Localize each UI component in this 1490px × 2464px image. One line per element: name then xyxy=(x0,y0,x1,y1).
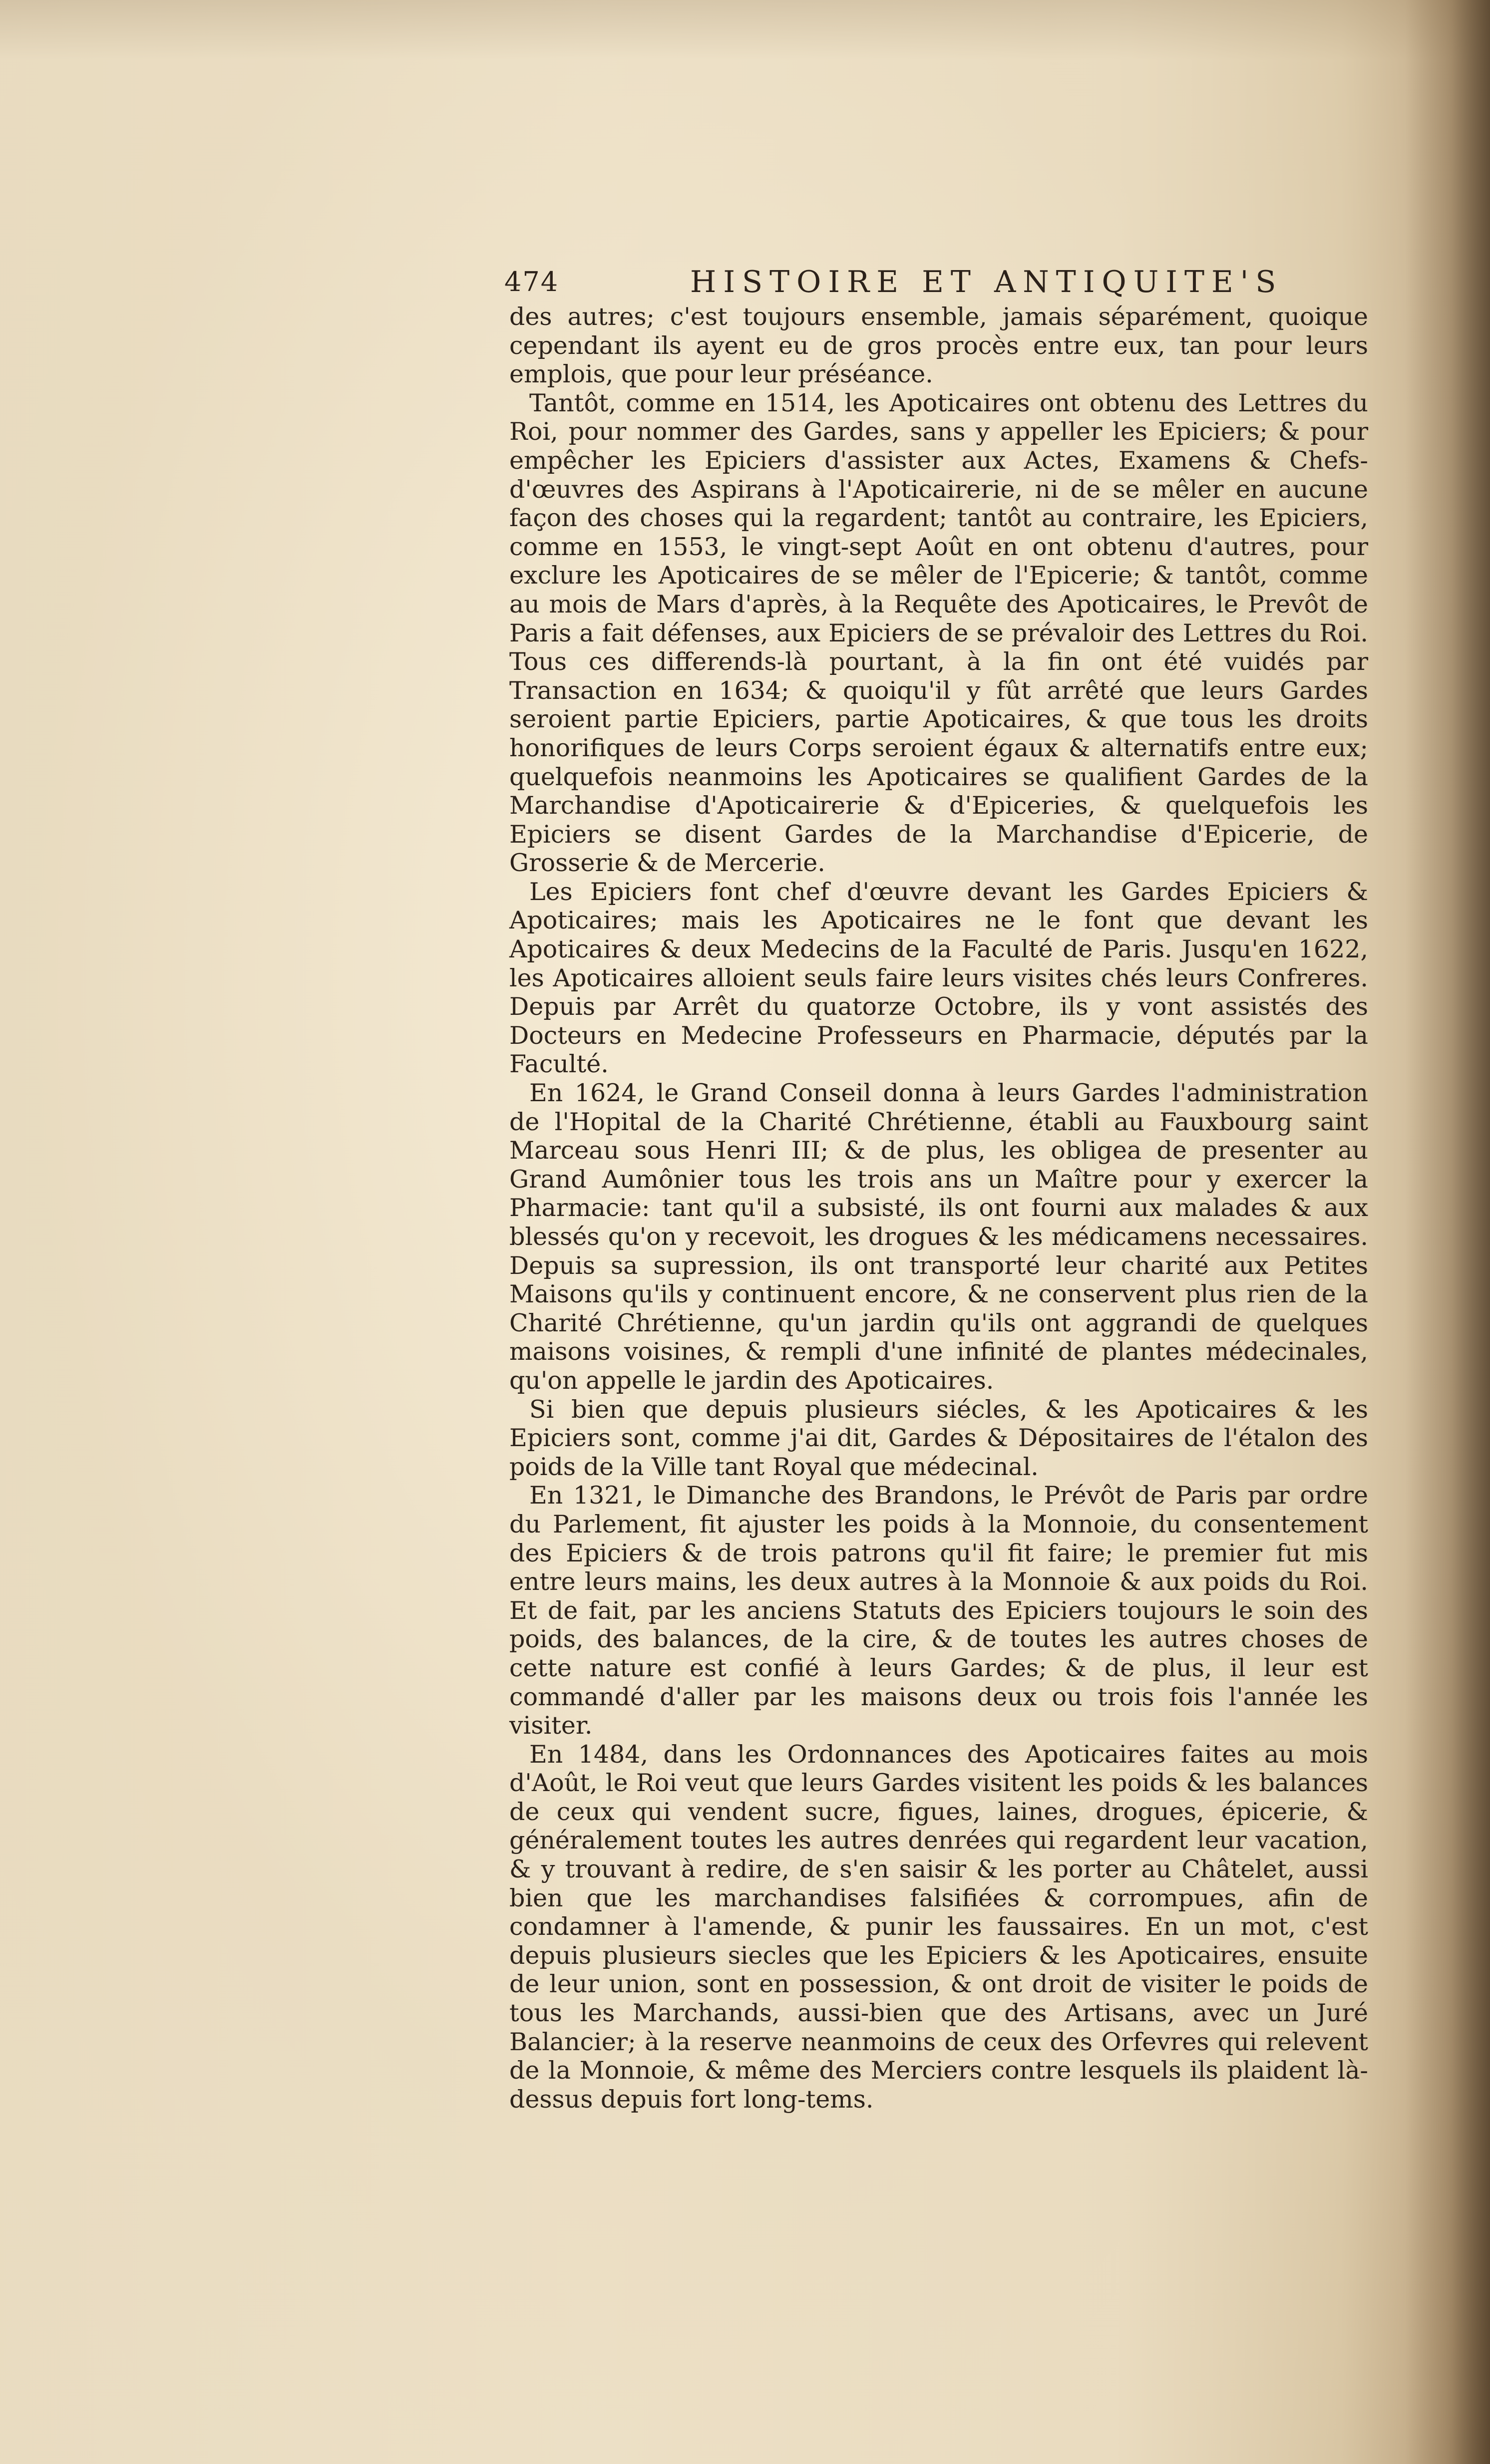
page-top-shadow xyxy=(0,0,1490,60)
paragraph-hopital-charite: En 1624, le Grand Conseil donna à leurs Gardes l'administration de l'Hopital de la Charité Chrétienne, établi au Fauxbourg saint Marceau sous Henri III; & de plus, les obligea de presenter au Grand Aumônier tous les trois ans un Maître pour y exercer la Pharmacie: tant qu'il a subsisté, ils ont fourni aux malades & aux blessés qu'on y recevoit, les drogues & les médicamens necessaires. Depuis sa supression, ils ont transporté leur charité aux Petites Maisons qu'ils y continuent encore, & ne conservent plus rien de la Charité Chrétienne, qu'un jardin qu'ils ont aggrandi de quelques maisons voisines, & rempli d'une infinité de plantes médecinales, qu'on appelle le jardin des Apoticaires. xyxy=(509,1079,1368,1395)
body-text xyxy=(509,303,1368,2114)
paragraph-continuation: des autres; c'est toujours ensemble, jamais séparément, quoique cependant ils ayent eu de gros procès entre eux, tan pour leurs emplois, que pour leur préséance. xyxy=(509,303,1368,389)
paragraph-ordonnances-1484: En 1484, dans les Ordonnances des Apoticaires faites au mois d'Août, le Roi veut que leurs Gardes visitent les poids & les balances de ceux qui vendent sucre, figues, laines, drogues, épicerie, & généralement toutes les autres denrées qui regardent leur vacation, & y trouvant à redire, de s'en saisir & les porter au Châtelet, aussi bien que les marchandises falsifiées & corrompues, afin de condamner à l'amende, & punir les faussaires. En un mot, c'est depuis plusieurs siecles que les Epiciers & les Apoticaires, ensuite de leur union, sont en possession, & ont droit de visiter le poids de tous les Marchands, aussi-bien que des Artisans, avec un Juré Balancier; à la reserve neanmoins de ceux des Orfevres qui relevent de la Monnoie, & même des Merciers contre lesquels ils plaident là-dessus depuis fort long-tems. xyxy=(509,1740,1368,2114)
paragraph-dimanche-des-brandons: En 1321, le Dimanche des Brandons, le Prévôt de Paris par ordre du Parlement, fit ajuster les poids à la Monnoie, du consentement des Epiciers & de trois patrons qu'il fit faire; le premier fut mis entre leurs mains, les deux autres à la Monnoie & aux poids du Roi. Et de fait, par les anciens Statuts des Epiciers toujours le soin des poids, des balances, de la cire, & de toutes les autres choses de cette nature est confié à leurs Gardes; & de plus, il leur est commandé d'aller par les maisons deux ou trois fois l'année les visiter. xyxy=(509,1481,1368,1740)
page-number: 474 xyxy=(504,266,559,298)
paragraph-lettres-du-roi: Tantôt, comme en 1514, les Apoticaires ont obtenu des Lettres du Roi, pour nommer des Gardes, sans y appeller les Epiciers; & pour empêcher les Epiciers d'assister aux Actes, Examens & Chefs-d'œuvres des Aspirans à l'Apoticairerie, ni de se mêler en aucune façon des choses qui la regardent; tantôt au contraire, les Epiciers, comme en 1553, le vingt-sept Août en ont obtenu d'autres, pour exclure les Apoticaires de se mêler de l'Epicerie; & tantôt, comme au mois de Mars d'après, à la Requête des Apoticaires, le Prevôt de Paris a fait défenses, aux Epiciers de se prévaloir des Lettres du Roi. Tous ces differends-là pourtant, à la fin ont été vuidés par Transaction en 1634; & quoiqu'il y fût arrêté que leurs Gardes seroient partie Epiciers, partie Apoticaires, & que tous les droits honorifiques de leurs Corps seroient égaux & alternatifs entre eux; quelquefois neanmoins les Apoticaires se qualifient Gardes de la Marchandise d'Apoticairerie & d'Epiceries, & quelquefois les Epiciers se disent Gardes de la Marchandise d'Epicerie, de Grosserie & de Mercerie. xyxy=(509,388,1368,878)
paragraph-etalon-des-poids: Si bien que depuis plusieurs siécles, & les Apoticaires & les Epiciers sont, comme j'ai dit, Gardes & Dépositaires de l'étalon des poids de la Ville tant Royal que médecinal. xyxy=(509,1395,1368,1481)
binding-gutter-shadow xyxy=(1405,0,1490,2464)
running-title: HISTOIRE ET ANTIQUITE'S xyxy=(690,265,1283,300)
paragraph-chef-doeuvre: Les Epiciers font chef d'œuvre devant les Gardes Epiciers & Apoticaires; mais les Apoticaires ne le font que devant les Apoticaires & deux Medecins de la Faculté de Paris. Jusqu'en 1622, les Apoticaires alloient seuls faire leurs visites chés leurs Confreres. Depuis par Arrêt du quatorze Octobre, ils y vont assistés des Docteurs en Medecine Professeurs en Pharmacie, députés par la Faculté. xyxy=(509,877,1368,1079)
page-header xyxy=(504,260,1373,305)
